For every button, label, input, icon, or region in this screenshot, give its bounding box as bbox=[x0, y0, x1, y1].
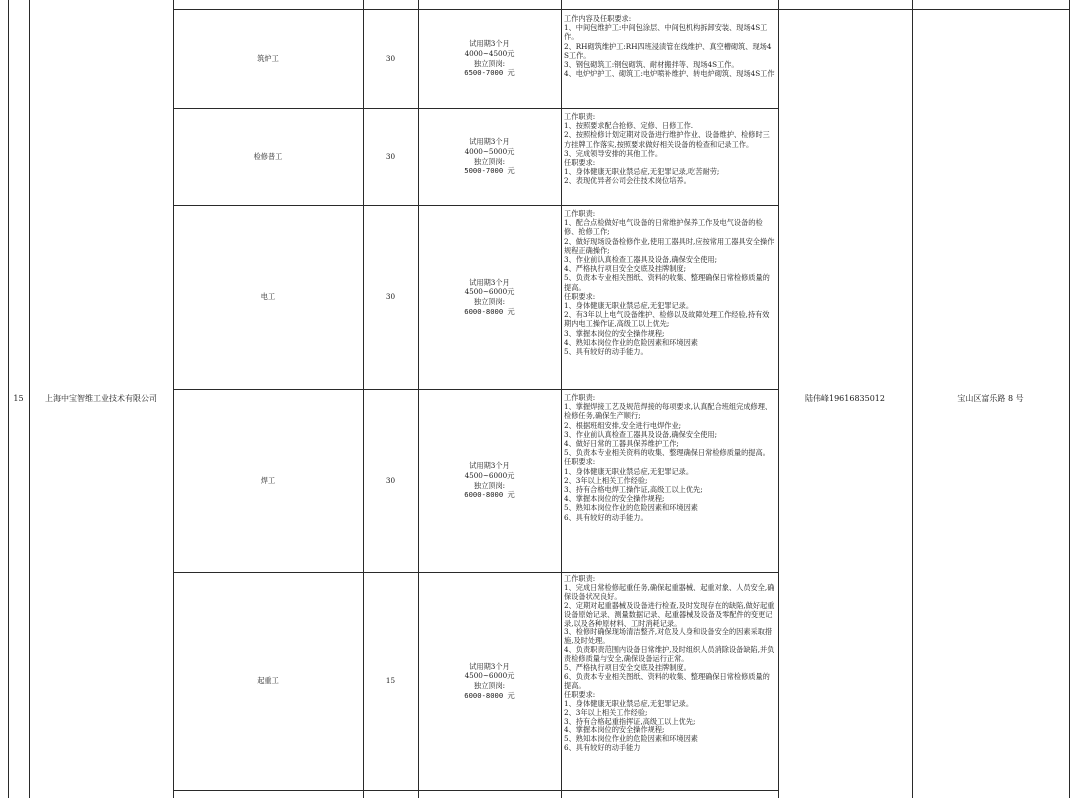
probation-salary: 4500~6000元 bbox=[464, 287, 515, 297]
job-title: 焊工 bbox=[260, 475, 276, 485]
salary-info bbox=[418, 9, 561, 108]
contact-info: 陆伟峰19616835012 bbox=[805, 394, 885, 404]
regular-salary: 6000-8000 元 bbox=[464, 690, 515, 700]
job-title: 起重工 bbox=[257, 676, 279, 686]
regular-salary: 6500-7000 元 bbox=[464, 68, 515, 78]
company-name: 上海中宝智维工业技术有限公司 bbox=[45, 394, 157, 404]
salary-info bbox=[418, 389, 561, 572]
row-divider bbox=[173, 790, 778, 791]
independent-post-label: 独立顶岗: bbox=[473, 156, 506, 166]
independent-post-label: 独立顶岗: bbox=[473, 480, 506, 490]
table-border-right bbox=[1069, 0, 1070, 798]
independent-post-label: 独立顶岗: bbox=[473, 681, 506, 690]
job-description: 工作职责: 1、掌握焊接工艺及规范焊接的每项要求,认真配合班组完成修理、检修任务,确保生产顺行; 2、根据班组安排,安全进行电焊作业; 3、作业前认真检查工器具及设备,确保安全使用; 4、做好日常的工器具保养维护工作; 5、负责本专业相关资料的收集、整理确保日常检修质量的提高。 任职要求: 1、身体健康无职业禁忌症,无犯罪记录。 2、3年以上相关工作经验; 3、持有合格电焊工操作证,高级工以上优先; 4、掌握本岗位的安全操作规程; 5、熟知本岗位作业的危险因素和环境因素 6、具有较好的动手能力。 bbox=[564, 393, 773, 522]
job-title: 电工 bbox=[260, 292, 276, 302]
probation-period: 试用期3个月 bbox=[469, 277, 510, 287]
regular-salary: 5000-7000 元 bbox=[464, 166, 515, 176]
regular-salary: 6000-8000 元 bbox=[464, 490, 515, 500]
headcount: 30 bbox=[385, 53, 396, 63]
headcount: 15 bbox=[385, 676, 396, 686]
probation-salary: 4500~6000元 bbox=[464, 671, 515, 681]
probation-salary: 4000~5000元 bbox=[464, 146, 515, 156]
probation-salary: 4000~4500元 bbox=[464, 48, 515, 58]
salary-info bbox=[418, 108, 561, 205]
job-description: 工作职责: 1、按照要求配合抢修、定修、日修工作. 2、按照检修计划定期对设备进行维护作业、设备维护、检修时三方挂牌工作落实,按照要求做好相关设备的检查和记录工作。 3、完成领导安排的其他工作。 任职要求: 1、身体健康无职业禁忌症,无犯罪记录,吃苦耐劳; 2、表现优异者公司会往技术岗位培养。 bbox=[564, 112, 770, 186]
probation-salary: 4500~6000元 bbox=[464, 470, 515, 480]
probation-period: 试用期3个月 bbox=[469, 39, 510, 49]
job-title: 筑炉工 bbox=[257, 53, 279, 63]
headcount: 30 bbox=[385, 151, 396, 161]
work-address: 宝山区富乐路 8 号 bbox=[957, 394, 1024, 404]
salary-info bbox=[418, 572, 561, 790]
independent-post-label: 独立顶岗: bbox=[473, 58, 506, 68]
headcount: 30 bbox=[385, 475, 396, 485]
headcount: 30 bbox=[385, 292, 396, 302]
row-index: 15 bbox=[13, 394, 24, 404]
job-title: 检修普工 bbox=[253, 151, 283, 161]
job-description: 工作职责: 1、配合点检做好电气设备的日常维护保养工作及电气设备的检修、抢修工作; 2、做好现场设备检修作业,使用工器具时,应按常用工器具安全操作规程正确操作; 3、作业前认真检查工器具及设备,确保安全使用; 4、严格执行项目安全交底及挂牌制度; 5、负责本专业相关图纸、资料的收集、整理确保日常检修质量的提高。 任职要求: 1、身体健康无职业禁忌症,无犯罪记录。 2、有3年以上电气设备维护、检修以及故障处理工作经验,持有效期内电工操作证,高级工以上优先; 3、掌握本岗位的安全操作规程; 4、熟知本岗位作业的危险因素和环境因素 5、具有较好的动手能力。 bbox=[564, 209, 775, 357]
independent-post-label: 独立顶岗: bbox=[473, 297, 506, 306]
job-description: 工作职责: 1、完成日常检修起重任务,确保起重器械、起重对象、人员安全,确保设备状况良好。 2、定期对起重器械及设备进行检查,及时发现存在的缺陷,做好起重设备原始记录、测量数据记录、起重器械及设备及零配件的变更记录,以及各种原材料、工时消耗记录。 3、检修时确保现场清洁整齐,对危及人身和设备安全的因素采取措施,及时处理。 4、负责职责范围内设备日常维护,及时组织人员消除设备缺陷,并负责检修质量与安全,确保设备运行正常。 5、严格执行项目安全交底及挂牌制度。 6、负责本专业相关图纸、资料的收集、整理确保日常检修质量的提高。 任职要求: 1、身体健康无职业禁忌症,无犯罪记录。 2、3年以上相关工作经验; 3、持有合格起重指挥证,高级工以上优先; 4、掌握本岗位的安全操作规程; 5、熟知本岗位作业的危险因素和环境因素 6、具有较好的动手能力 bbox=[564, 574, 775, 753]
salary-info bbox=[418, 205, 561, 389]
probation-period: 试用期3个月 bbox=[469, 661, 510, 671]
probation-period: 试用期3个月 bbox=[469, 461, 510, 471]
regular-salary: 6000-8000 元 bbox=[464, 306, 515, 316]
job-description: 工作内容及任职要求: 1、中间包维护工:中间包涂层、中间包机构拆卸安装、现场4S工作。 2、RH砌筑维护工:RH四班浸渍管在线维护、真空槽砌筑、现场4S工作。 3、钢包砌筑工:钢包砌筑、耐材搬拌等、现场4S工作。 4、电炉炉护工、砌筑工:电炉喷补维护、转电炉砌筑、现场4S工作 bbox=[564, 14, 775, 79]
probation-period: 试用期3个月 bbox=[469, 137, 510, 147]
